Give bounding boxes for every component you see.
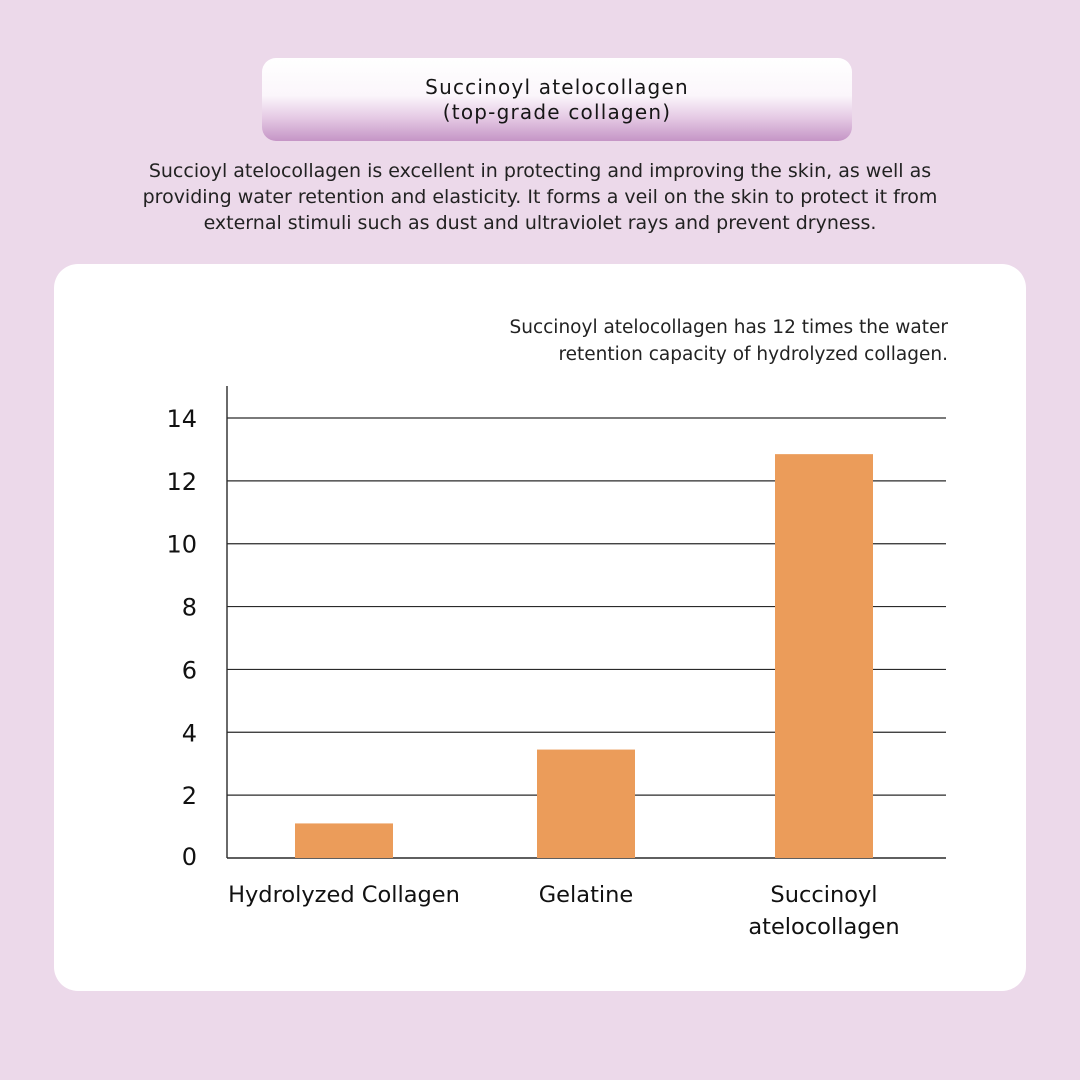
bar-chart xyxy=(54,264,1026,991)
title-line-2: (top-grade collagen) xyxy=(442,99,672,124)
annotation-line-2: retention capacity of hydrolyzed collagen. xyxy=(558,344,948,365)
x-tick-label: Gelatine xyxy=(538,882,634,908)
y-tick-label: 2 xyxy=(181,782,197,811)
y-tick-label: 14 xyxy=(166,405,197,433)
intro-line-3: external stimuli such as dust and ultraviolet rays and prevent dryness. xyxy=(203,212,877,234)
bar xyxy=(537,750,635,858)
y-tick-label: 10 xyxy=(166,530,197,559)
bar xyxy=(295,823,393,858)
annotation-line-1: Succinoyl atelocollagen has 12 times the water xyxy=(509,317,948,338)
x-tick-label: atelocollagen xyxy=(748,914,900,940)
intro-line-1: Succioyl atelocollagen is excellent in protecting and improving the skin, as well as xyxy=(148,160,932,182)
y-tick-label: 12 xyxy=(166,467,197,496)
title-line-1: Succinoyl atelocollagen xyxy=(425,74,689,99)
x-tick-label: Hydrolyzed Collagen xyxy=(228,882,460,908)
intro-paragraph xyxy=(120,158,960,236)
y-tick-label: 6 xyxy=(181,656,197,685)
title-banner xyxy=(262,58,852,141)
bar xyxy=(775,454,873,858)
y-tick-label: 4 xyxy=(181,719,197,748)
y-tick-label: 8 xyxy=(181,593,197,622)
intro-line-2: providing water retention and elasticity. It forms a veil on the skin to protect it from xyxy=(142,186,938,208)
chart-card xyxy=(54,264,1026,991)
y-tick-label: 0 xyxy=(181,843,197,871)
x-tick-label: Succinoyl xyxy=(770,882,878,908)
